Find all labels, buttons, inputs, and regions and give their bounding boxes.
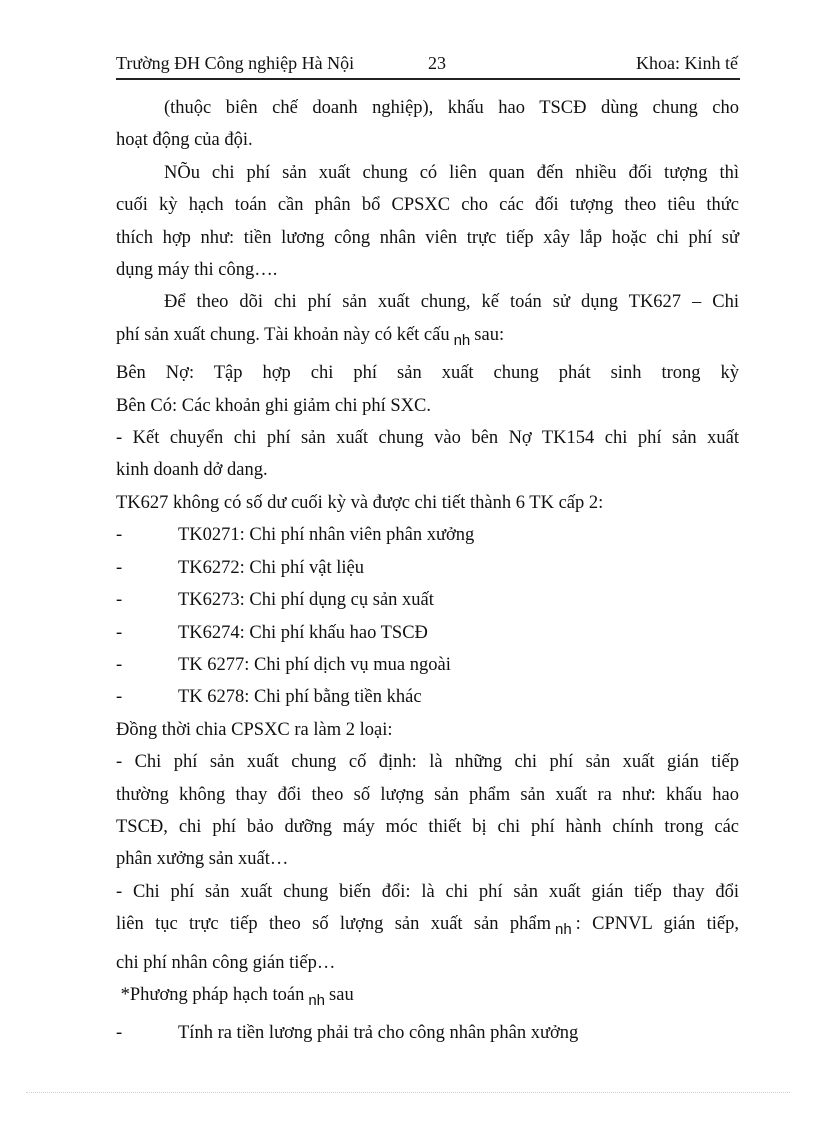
text-line	[116, 908, 739, 946]
text-fragment: liên tục trực tiếp theo số lượng sản xuất sản phẩm	[116, 914, 551, 935]
header-school: Trường ĐH Công nghiệp Hà Nội	[116, 53, 355, 73]
list-item	[116, 552, 739, 584]
text-fragment: : CPNVL gián tiếp,	[575, 914, 739, 935]
text-line: thích hợp như: tiền lương công nhân viên trực tiếp xây lắp hoặc chi phí sử	[116, 227, 739, 248]
text-line: hoạt động của đội.	[116, 130, 253, 151]
text-line: TK627 không có số dư cuối kỳ và được chi tiết thành 6 TK cấp 2:	[116, 492, 604, 513]
text-line: cuối kỳ hạch toán cần phân bổ CPSXC cho các đối tượng theo tiêu thức	[116, 195, 739, 216]
list-item-text: TK 6278: Chi phí bằng tiền khác	[178, 687, 422, 708]
text-line: (thuộc biên chế doanh nghiệp), khấu hao TSCĐ dùng chung cho	[164, 98, 739, 118]
list-item	[116, 1017, 739, 1049]
text-fragment: *Phương pháp hạch toán	[116, 984, 305, 1005]
text-line: phân xưởng sản xuất…	[116, 849, 289, 870]
text-line: Bên Có: Các khoản ghi giảm chi phí SXC.	[116, 395, 431, 416]
list-item-text: TK 6277: Chi phí dịch vụ mua ngoài	[178, 654, 451, 675]
text-line: - Kết chuyển chi phí sản xuất chung vào bên Nợ TK154 chi phí sản xuất	[116, 428, 739, 449]
small-text: nh	[554, 921, 572, 939]
list-dash: -	[116, 687, 123, 708]
text-line: dụng máy thi công….	[116, 260, 278, 281]
list-item	[116, 617, 739, 649]
list-dash: -	[116, 622, 123, 643]
list-item-text: TK6272: Chi phí vật liệu	[178, 557, 365, 578]
text-line: TSCĐ, chi phí bảo dưỡng máy móc thiết bị chi phí hành chính trong các	[116, 816, 739, 837]
list-dash: -	[116, 557, 123, 578]
text-line: - Chi phí sản xuất chung biến đổi: là chi phí sản xuất gián tiếp thay đổi	[116, 881, 739, 902]
list-item	[116, 584, 739, 616]
list-item-text: TK6273: Chi phí dụng cụ sản xuất	[178, 590, 434, 611]
list-item	[116, 519, 739, 551]
small-text: nh	[308, 991, 326, 1009]
text-line: chi phí nhân công gián tiếp…	[116, 952, 336, 973]
header-faculty: Khoa: Kinh tế	[636, 53, 738, 73]
text-line: Để theo dõi chi phí sản xuất chung, kế toán sử dụng TK627 – Chi	[164, 292, 739, 313]
text-fragment: phí sản xuất chung. Tài khoản này có kết cấu	[116, 324, 450, 345]
text-fragment: sau:	[474, 324, 505, 345]
header-page-number: 23	[428, 53, 446, 73]
list-dash: -	[116, 590, 123, 611]
text-line	[116, 319, 739, 357]
list-dash: -	[116, 654, 123, 675]
list-item	[116, 681, 739, 713]
text-line: kinh doanh dở dang.	[116, 460, 268, 481]
text-line: Đồng thời chia CPSXC ra làm 2 loại:	[116, 719, 393, 740]
list-dash: -	[116, 525, 123, 546]
text-fragment: sau	[329, 984, 354, 1005]
list-dash: -	[116, 1023, 123, 1044]
text-line: - Chi phí sản xuất chung cố định: là những chi phí sản xuất gián tiếp	[116, 752, 739, 773]
page-header	[116, 52, 740, 80]
text-line: thường không thay đổi theo số lượng sản phẩm sản xuất ra như: khấu hao	[116, 784, 739, 805]
small-text: nh	[453, 331, 471, 349]
text-line: NÕu chi phí sản xuất chung có liên quan đến nhiều đối tượng thì	[164, 162, 739, 183]
list-item-text: Tính ra tiền lương phải trả cho công nhân phân xưởng	[178, 1023, 579, 1044]
list-item-text: TK0271: Chi phí nhân viên phân xưởng	[178, 525, 475, 546]
text-line: Bên Nợ: Tập hợp chi phí sản xuất chung phát sinh trong kỳ	[116, 363, 739, 384]
document-body	[116, 92, 739, 1050]
text-line	[116, 979, 739, 1017]
footer-divider	[26, 1092, 790, 1093]
list-item	[116, 649, 739, 681]
list-item-text: TK6274: Chi phí khấu hao TSCĐ	[178, 622, 428, 643]
